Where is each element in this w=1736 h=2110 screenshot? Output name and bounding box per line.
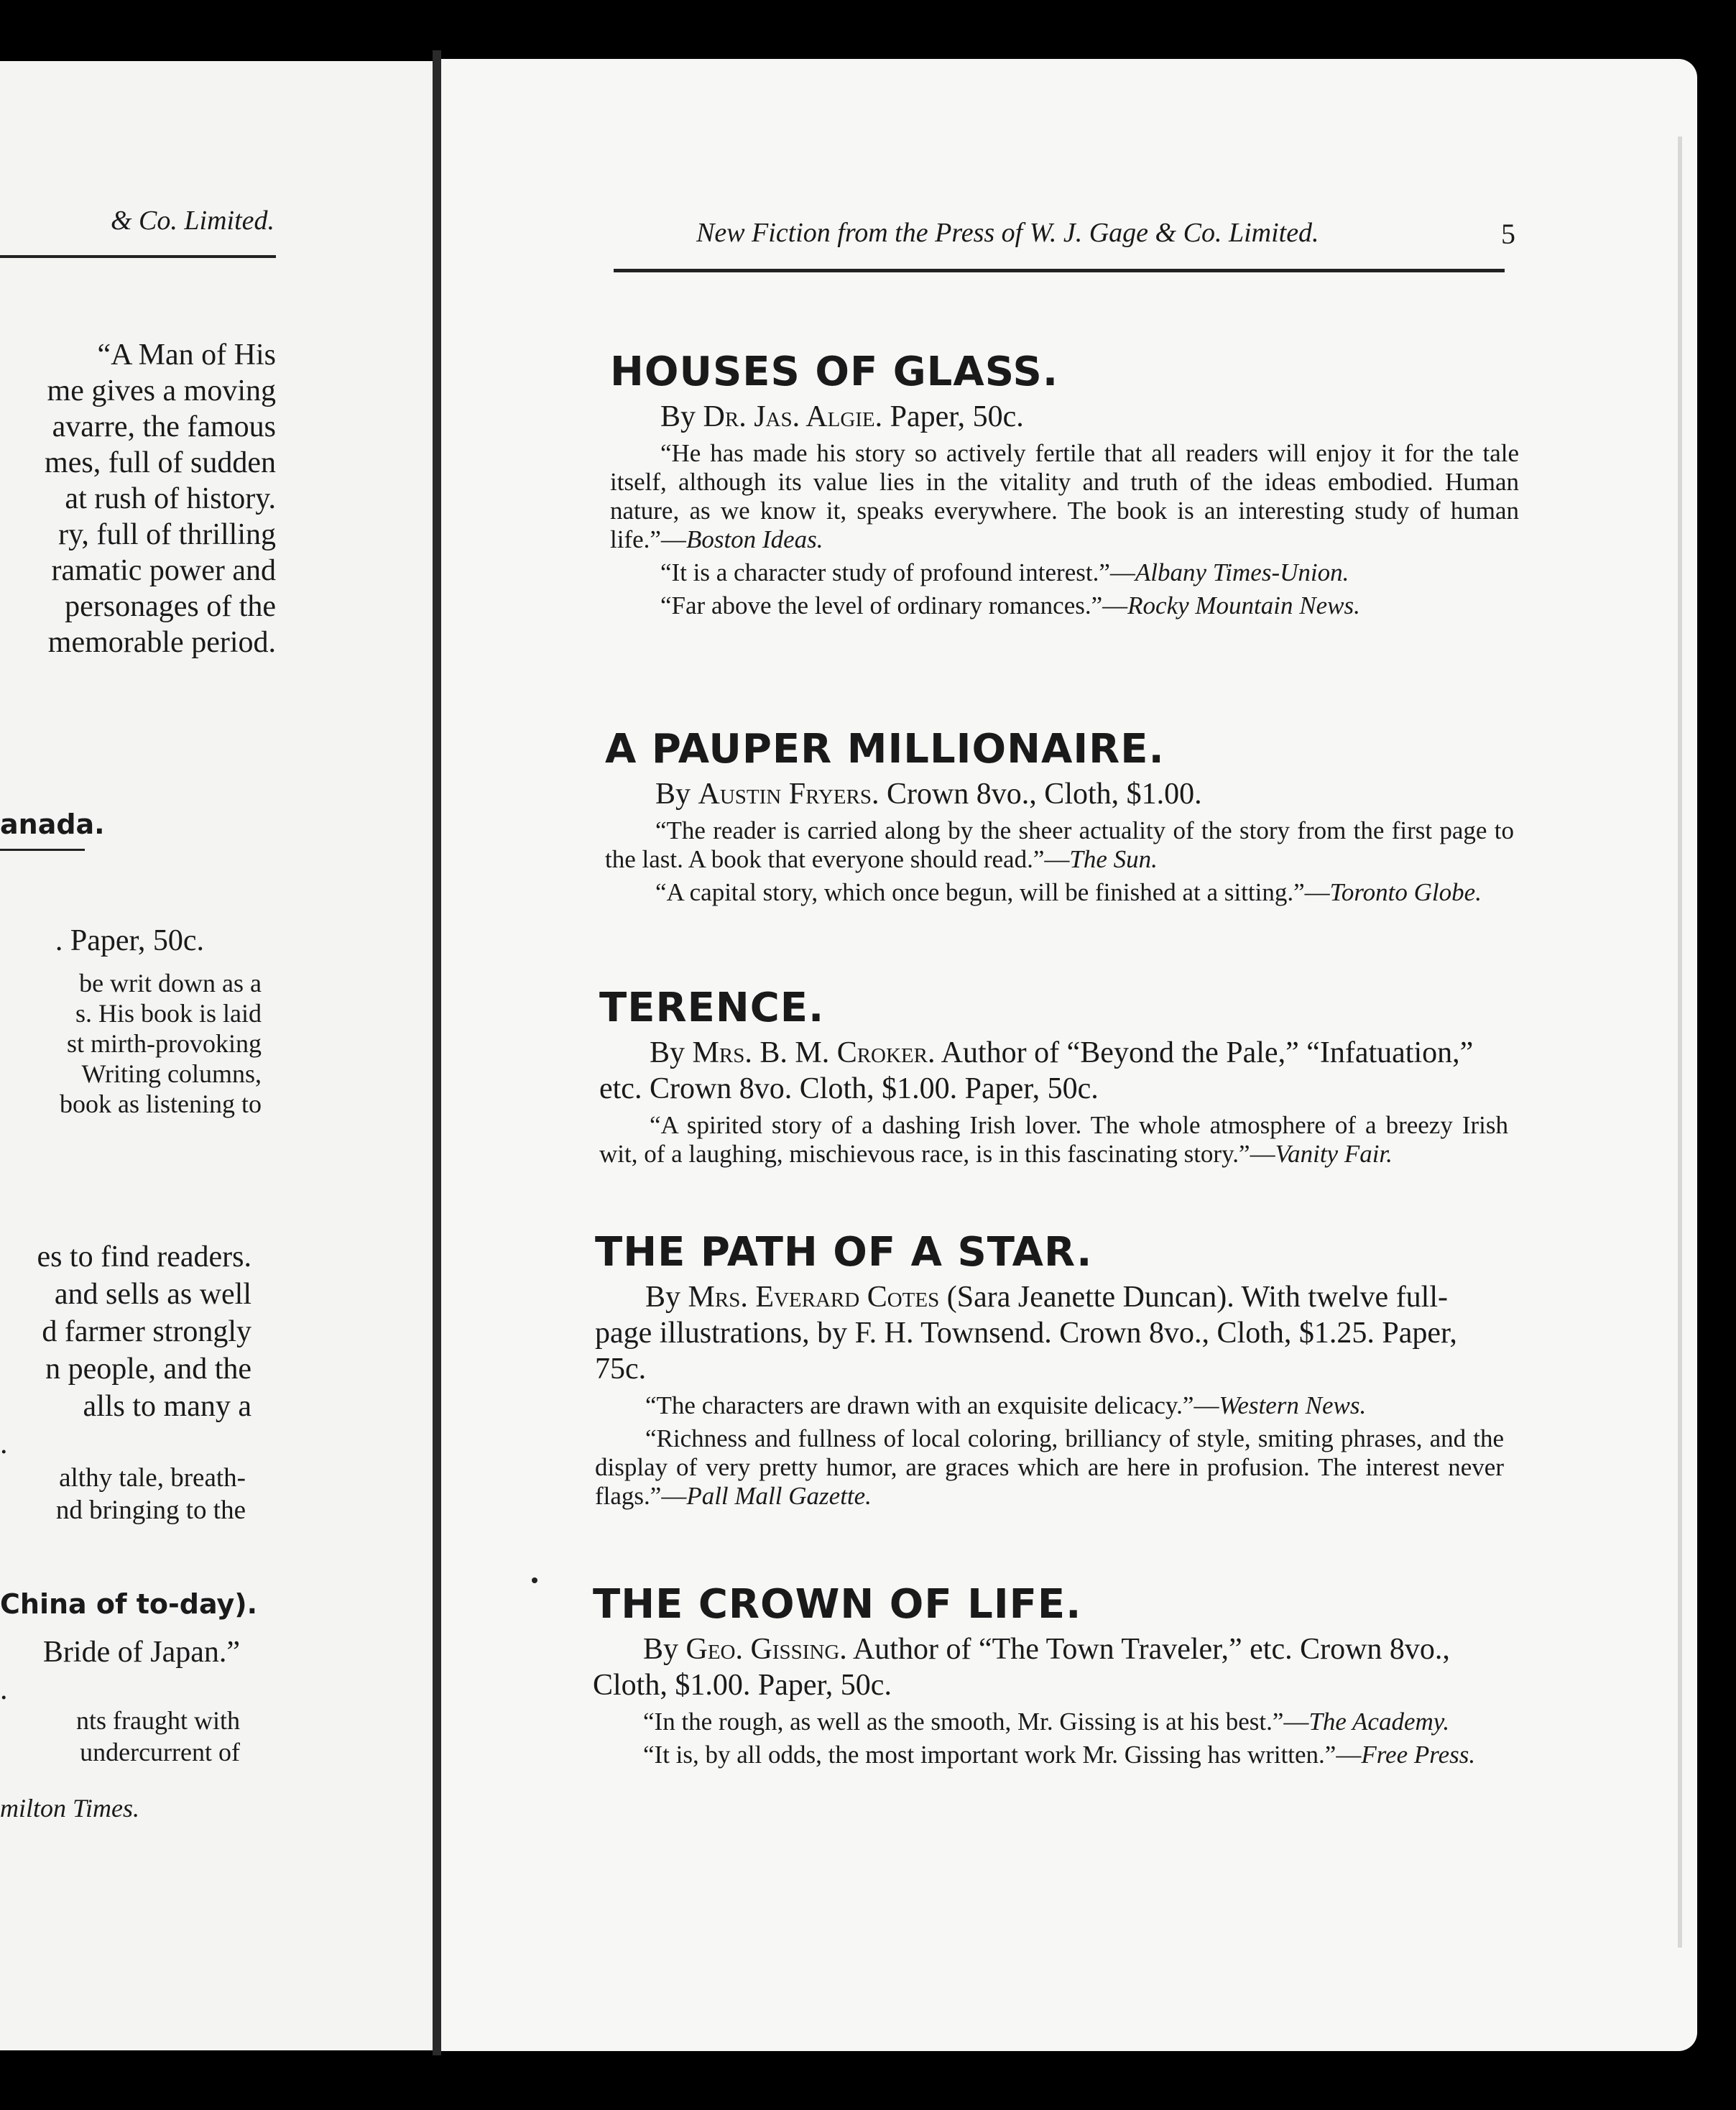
left-text-line: memorable period. xyxy=(47,626,276,659)
book-entry xyxy=(610,350,1519,620)
book-entry xyxy=(599,986,1508,1169)
review-source: Boston Ideas. xyxy=(685,525,823,553)
left-text-line: mes, full of sudden xyxy=(45,446,276,479)
left-heading-underline xyxy=(0,849,85,851)
book-byline: By Geo. Gissing. Author of “The Town Traveler,” etc. Crown 8vo., Cloth, $1.00. Paper, 50c. xyxy=(593,1633,1450,1702)
book-details: Paper, 50c. xyxy=(882,400,1024,433)
left-text-line: “A Man of His xyxy=(97,338,276,372)
left-text-line: ry, full of thrilling xyxy=(58,518,276,551)
left-text-line: nd bringing to the xyxy=(55,1496,246,1525)
left-text-line: me gives a moving xyxy=(47,374,276,407)
review-quote: “The characters are drawn with an exquisite delicacy.”—Western News. xyxy=(645,1391,1367,1419)
left-text-line: . xyxy=(0,1673,8,1706)
review-source: The Sun. xyxy=(1069,845,1158,873)
left-text-line: Bride of Japan.” xyxy=(42,1636,240,1669)
review-source: Albany Times-Union. xyxy=(1135,558,1349,586)
book-author: Dr. Jas. Algie. xyxy=(703,400,883,433)
book-entry xyxy=(593,1582,1502,1769)
book-author: Austin Fryers. xyxy=(698,778,879,811)
left-heading-china: China of to-day). xyxy=(0,1588,258,1620)
review-source: Toronto Globe. xyxy=(1329,878,1482,906)
book-title: THE PATH OF A STAR. xyxy=(595,1229,1093,1276)
left-text-line: d farmer strongly xyxy=(42,1315,251,1348)
book-byline: By Mrs. Everard Cotes (Sara Jeanette Duncan). With twelve full-page illustrations, by F. H. Townsend. Crown 8vo., Cloth, $1.25. Paper, 75c. xyxy=(595,1281,1457,1386)
left-text-line: be writ down as a xyxy=(79,969,262,998)
book-byline: By Austin Fryers. Crown 8vo., Cloth, $1.00. xyxy=(655,778,1202,811)
header-rule xyxy=(614,269,1505,272)
book-title: THE CROWN OF LIFE. xyxy=(593,1581,1082,1628)
book-details: (Sara Jeanette Duncan). With twelve full-page illustrations, by F. H. Townsend. Crown 8vo., Cloth, $1.25. Paper, 75c. xyxy=(595,1281,1457,1386)
review-quote: “The reader is carried along by the sheer actuality of the story from the first page to the last. A book that everyone should read.”—The Sun. xyxy=(605,816,1514,873)
review-source: Free Press. xyxy=(1361,1741,1476,1769)
left-text-line: undercurrent of xyxy=(80,1738,240,1766)
left-page xyxy=(0,61,433,2050)
book-details: Crown 8vo., Cloth, $1.00. xyxy=(879,778,1202,811)
book-byline: By Dr. Jas. Algie. Paper, 50c. xyxy=(660,400,1024,433)
book-author: Mrs. Everard Cotes xyxy=(688,1281,940,1314)
review-quote: “Richness and fullness of local coloring, brilliancy of style, smiting phrases, and the display of very pretty humor, are graces which are here in profusion. The interest never flags.”—Pall Mall Gazette. xyxy=(595,1424,1504,1510)
left-text-line: althy tale, breath- xyxy=(59,1463,246,1493)
left-text-line: Writing columns, xyxy=(81,1059,262,1088)
left-price-line: . Paper, 50c. xyxy=(55,924,204,957)
page-number: 5 xyxy=(1501,218,1515,250)
book-entry xyxy=(595,1230,1504,1511)
left-text-line: and sells as well xyxy=(54,1278,251,1311)
review-quote: “It is a character study of profound interest.”—Albany Times-Union. xyxy=(660,558,1349,586)
review-source: Rocky Mountain News. xyxy=(1127,591,1360,619)
review-quote: “A spirited story of a dashing Irish lover. The whole atmosphere of a breezy Irish wit, of a laughing, mischievous race, is in this fascinating story.”—Vanity Fair. xyxy=(599,1111,1508,1168)
running-header: New Fiction from the Press of W. J. Gage & Co. Limited. xyxy=(696,218,1319,248)
left-text-line: at rush of history. xyxy=(65,482,276,515)
review-quote: “A capital story, which once begun, will be finished at a sitting.”—Toronto Globe. xyxy=(655,878,1482,906)
book-title: HOUSES OF GLASS. xyxy=(610,349,1059,395)
review-quote: “In the rough, as well as the smooth, Mr. Gissing is at his best.”—The Academy. xyxy=(643,1708,1450,1736)
book-title: A PAUPER MILLIONAIRE. xyxy=(605,726,1165,773)
book-title: TERENCE. xyxy=(599,985,825,1031)
left-text-line: n people, and the xyxy=(45,1353,251,1386)
review-source: Pall Mall Gazette. xyxy=(686,1482,872,1510)
left-text-line: . xyxy=(0,1427,8,1460)
ink-speck xyxy=(532,1577,537,1583)
left-text-line: nts fraught with xyxy=(76,1706,240,1735)
left-text-line: ramatic power and xyxy=(51,554,276,587)
page-edge-shadow xyxy=(1678,137,1682,1948)
review-source: Western News. xyxy=(1219,1391,1367,1419)
book-author: Geo. Gissing. xyxy=(685,1633,847,1666)
book-entry xyxy=(605,727,1514,907)
review-quote: “It is, by all odds, the most important work Mr. Gissing has written.”—Free Press. xyxy=(643,1741,1476,1769)
left-text-line: st mirth-provoking xyxy=(67,1029,262,1058)
left-text-line: avarre, the famous xyxy=(52,410,276,443)
review-quote: “He has made his story so actively fertile that all readers will enjoy it for the tale itself, although its value lies in the vitality and truth of the ideas embodied. Human nature, as we know it, speaks everywhere. The book is an interesting study of human life.”—Boston Ideas. xyxy=(610,439,1519,553)
left-source-line: milton Times. xyxy=(0,1794,140,1823)
book-author: Mrs. B. M. Croker. xyxy=(692,1036,936,1069)
book-details: Author of “The Town Traveler,” etc. Crown 8vo., Cloth, $1.00. Paper, 50c. xyxy=(593,1633,1450,1702)
book-byline: By Mrs. B. M. Croker. Author of “Beyond the Pale,” “Infatuation,” etc. Crown 8vo. Cloth, $1.00. Paper, 50c. xyxy=(599,1036,1474,1105)
book-gutter xyxy=(433,50,441,2055)
left-text-line: alls to many a xyxy=(83,1390,251,1423)
left-heading-canada: anada. xyxy=(0,808,105,840)
right-page xyxy=(441,59,1697,2051)
left-text-line: s. His book is laid xyxy=(75,999,262,1028)
left-header-rule xyxy=(0,255,276,258)
left-running-header: & Co. Limited. xyxy=(110,206,274,236)
review-quote: “Far above the level of ordinary romances.”—Rocky Mountain News. xyxy=(660,591,1360,619)
book-details: Author of “Beyond the Pale,” “Infatuation,” etc. Crown 8vo. Cloth, $1.00. Paper, 50c. xyxy=(599,1036,1474,1105)
review-source: Vanity Fair. xyxy=(1275,1140,1393,1168)
review-source: The Academy. xyxy=(1308,1708,1450,1736)
left-text-line: personages of the xyxy=(65,590,276,623)
left-text-line: es to find readers. xyxy=(37,1240,251,1273)
left-text-line: book as listening to xyxy=(60,1089,262,1118)
